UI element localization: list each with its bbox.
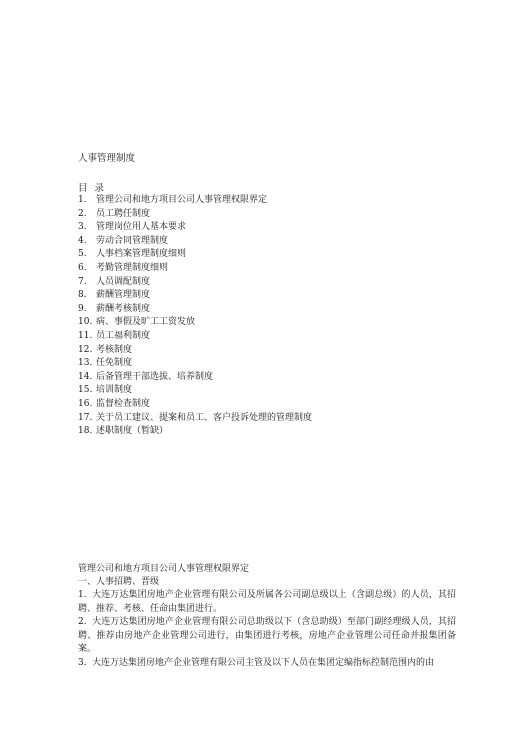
toc-heading: 目 录 [78,183,107,194]
toc-item: 3. 管理岗位用人基本要求 [78,222,187,233]
toc-item: 5. 人事档案管理制度细则 [78,249,187,260]
toc-item: 14. 后备管理干部选拔、培养制度 [78,371,214,382]
toc-item: 12. 考核制度 [78,344,133,355]
toc-item: 4. 劳动合同管理制度 [78,235,169,246]
toc-item: 16. 监督检查制度 [78,398,151,409]
toc-item: 15. 培训制度 [78,385,133,396]
toc-item: 2. 员工聘任制度 [78,208,151,219]
section-title: 管理公司和地方项目公司人事管理权限界定 [78,564,250,574]
document-title: 人事管理制度 [78,153,136,164]
subsection-heading: 一、人事招聘、晋级 [78,577,160,587]
toc-item: 6. 考勤管理制度细则 [78,262,169,273]
toc-item: 18. 述职制度（暂缺） [78,426,169,437]
toc-item: 8. 薪酬管理制度 [78,290,151,301]
paragraph: 1. 大连万达集团房地产企业管理有限公司及所属各公司副总级以上（含副总级）的人员，其招聘、推荐、考核、任命由集团进行。 [78,590,456,614]
toc-item: 1. 管理公司和地方项目公司人事管理权限界定 [78,195,268,205]
section-authority [78,563,456,670]
paragraph: 2. 大连万达集团房地产企业管理有限公司总助级以下（含总助级）至部门副经理级人员，其招聘、推荐由房地产企业管理公司进行，由集团进行考核，房地产企业管理公司任命并报集团备案。 [78,617,456,654]
table-of-contents [78,194,312,439]
toc-item: 17. 关于员工建议、提案和员工、客户投诉处理的管理制度 [78,412,313,423]
toc-item: 9. 薪酬考核制度 [78,303,151,314]
paragraph: 3. 大连万达集团房地产企业管理有限公司主管及以下人员在集团定编指标控制范围内的由 [78,657,435,668]
toc-item: 11. 员工福利制度 [78,330,151,341]
toc-item: 10. 病、事假及旷工工资发放 [78,317,196,328]
toc-item: 7. 人员调配制度 [78,276,151,287]
toc-item: 13. 任免制度 [78,358,133,369]
